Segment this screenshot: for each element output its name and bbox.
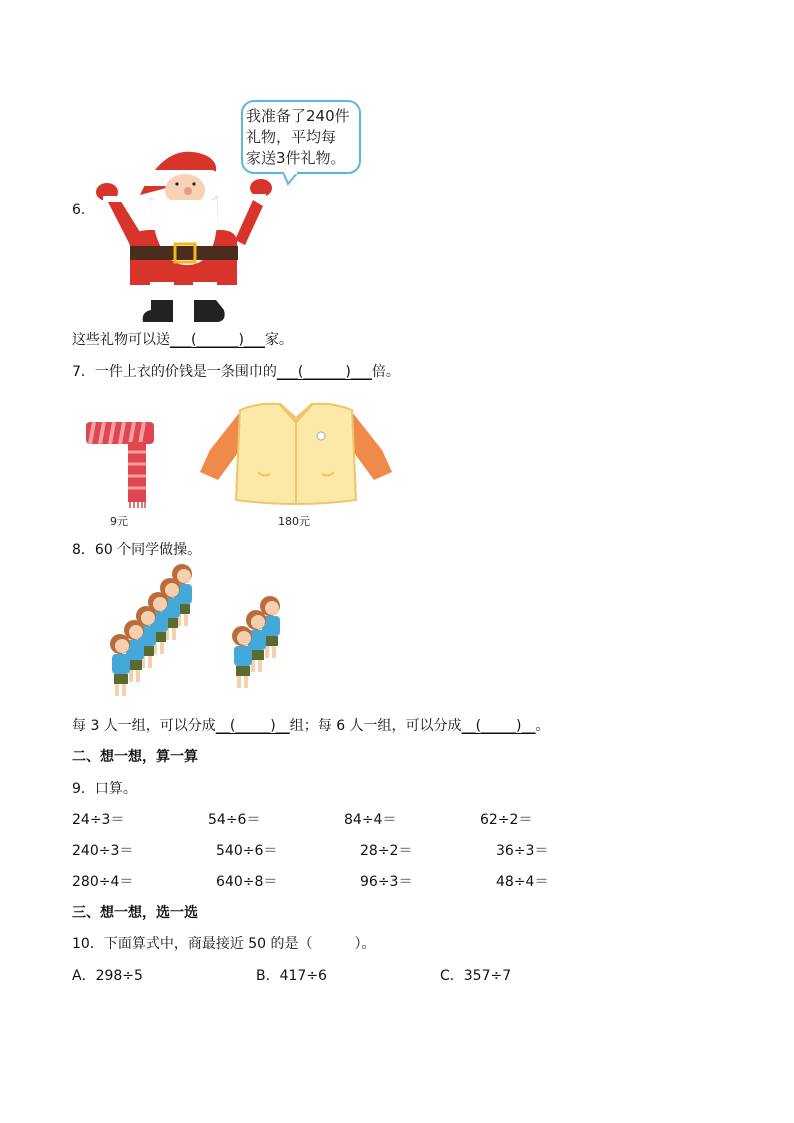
bubble-line-2: 礼物，平均每 — [246, 128, 337, 146]
section-2-title: 二、想一想，算一算 — [72, 749, 198, 765]
section-3-title: 三、想一想，选一选 — [72, 905, 198, 921]
q7-text-before: 7．一件上衣的价钱是一条围巾的 — [72, 364, 277, 380]
q8-answer-blank-1[interactable]: __(_____)__ — [215, 718, 290, 734]
q8-part-2: 组；每 6 人一组，可以分成 — [289, 718, 462, 734]
calc-r1-c2: 54÷6＝ — [208, 812, 261, 828]
scarf-price: 9元 — [110, 515, 128, 528]
students-group-large — [100, 562, 200, 704]
calc-r1-c3: 84÷4＝ — [344, 812, 397, 828]
question-6-number: 6. — [72, 202, 86, 218]
q7-text-after: 倍。 — [371, 364, 400, 380]
jacket-price: 180元 — [278, 515, 310, 528]
question-9-text: 9．口算。 — [72, 781, 137, 797]
option-c[interactable]: C．357÷7 — [440, 968, 512, 984]
jacket-image — [200, 400, 392, 510]
q6-text-before: 这些礼物可以送 — [72, 332, 170, 348]
calc-r2-c3: 28÷2＝ — [360, 843, 413, 859]
question-8-answer-line — [72, 716, 550, 736]
bubble-line-1: 我准备了240件 — [246, 107, 350, 125]
calc-r3-c4: 48÷4＝ — [496, 874, 549, 890]
q6-text-after: 家。 — [264, 332, 293, 348]
calc-r2-c1: 240÷3＝ — [72, 843, 134, 859]
question-10-text: 10．下面算式中，商最接近 50 的是（ ）。 — [72, 936, 376, 952]
q6-answer-blank[interactable]: ___(______)___ — [170, 332, 265, 348]
q8-part-3: 。 — [535, 718, 550, 734]
calc-r1-c1: 24÷3＝ — [72, 812, 125, 828]
question-8-text: 8．60 个同学做操。 — [72, 542, 202, 558]
q8-part-1: 每 3 人一组，可以分成 — [72, 718, 216, 734]
calc-r3-c3: 96÷3＝ — [360, 874, 413, 890]
students-group-small — [228, 594, 292, 698]
scarf-image — [86, 420, 156, 510]
question-6-answer-line — [72, 330, 293, 350]
q8-answer-blank-2[interactable]: __(_____)__ — [461, 718, 536, 734]
bubble-line-3: 家送3件礼物。 — [246, 149, 346, 167]
calc-r2-c4: 36÷3＝ — [496, 843, 549, 859]
q7-answer-blank[interactable]: ___(______)___ — [276, 364, 372, 380]
calc-r3-c2: 640÷8＝ — [216, 874, 278, 890]
question-7-line — [72, 362, 400, 382]
option-a[interactable]: A．298÷5 — [72, 968, 143, 984]
calc-r2-c2: 540÷6＝ — [216, 843, 278, 859]
calc-r1-c4: 62÷2＝ — [480, 812, 533, 828]
calc-r3-c1: 280÷4＝ — [72, 874, 134, 890]
option-b[interactable]: B．417÷6 — [256, 968, 327, 984]
